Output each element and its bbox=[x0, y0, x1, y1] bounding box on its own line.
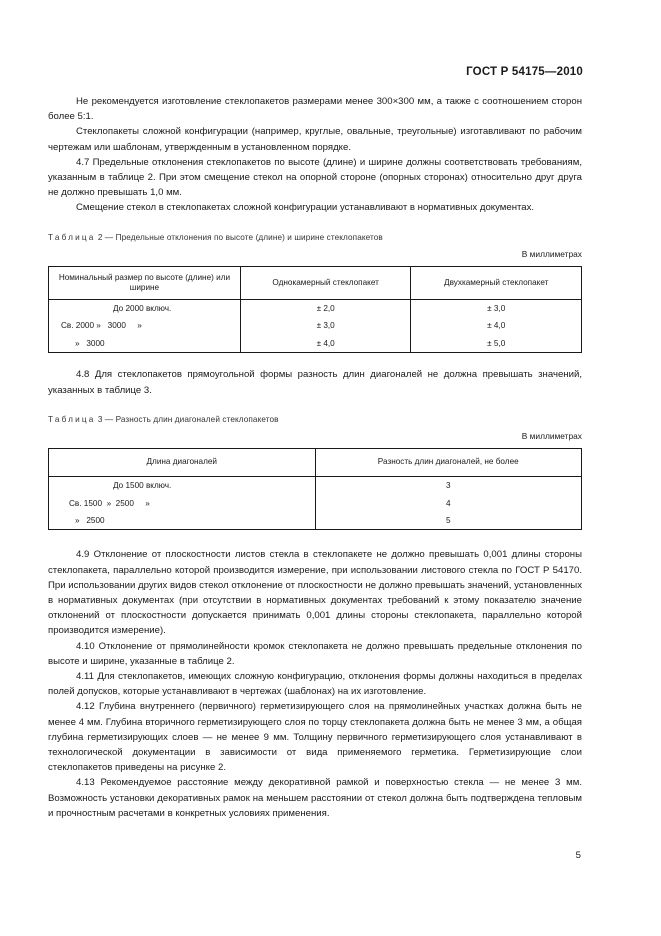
paragraph: 4.12 Глубина внутреннего (первичного) герметизирующего слоя на прямолинейных участках должна быть не менее 4 мм. Глубина вторичного герметизирующего слоя по торцу стеклопакета должна быть не менее 3 мм, а общая глубина герметизирующих слоев — не менее 9 мм. Толщину первичного герметизирующего слоя устанавливают в технологической документации в зависимости от вида применяемого герметика. Герметизирующие слои стеклопакетов приведены на рисунке 2. bbox=[48, 701, 582, 774]
table-cell: До 2000 включ. bbox=[49, 299, 241, 317]
table-cell: ± 4,0 bbox=[240, 335, 411, 353]
table-cell: ± 3,0 bbox=[240, 317, 411, 335]
table-cell: » 2500 bbox=[49, 512, 316, 530]
page-content bbox=[48, 94, 582, 821]
table-cell: ± 2,0 bbox=[240, 299, 411, 317]
table-2-units: В миллиметрах bbox=[521, 248, 582, 259]
table-caption-text: 2 — Предельные отклонения по высоте (длине) и ширине стеклопакетов bbox=[95, 232, 383, 242]
table-cell: До 1500 включ. bbox=[49, 476, 316, 494]
table-cell: ± 3,0 bbox=[411, 299, 582, 317]
table-3-caption bbox=[48, 412, 582, 427]
paragraph: 4.8 Для стеклопакетов прямоугольной формы разность длин диагоналей не должна превышать значений, указанных в таблице 3. bbox=[48, 369, 582, 396]
table-3 bbox=[48, 448, 582, 531]
table-cell: Св. 1500 » 2500 » bbox=[49, 494, 316, 512]
table-2 bbox=[48, 266, 582, 354]
paragraph: 4.10 Отклонение от прямолинейности кромок стеклопакета не должно превышать предельные отклонения по высоте и ширине, указанные в таблице 2. bbox=[48, 640, 582, 667]
table-header-cell: Двухкамерный стеклопакет bbox=[411, 266, 582, 299]
table-row bbox=[49, 317, 582, 335]
page-number: 5 bbox=[575, 850, 581, 861]
table-caption-prefix: Таблица bbox=[48, 414, 96, 424]
table-cell: ± 5,0 bbox=[411, 335, 582, 353]
paragraph: Не рекомендуется изготовление стеклопакетов размерами менее 300×300 мм, а также с соотношением сторон более 5:1. bbox=[48, 96, 582, 123]
table-header-cell: Номинальный размер по высоте (длине) или ширине bbox=[49, 266, 241, 299]
table-row bbox=[49, 299, 582, 317]
paragraph: 4.7 Предельные отклонения стеклопакетов по высоте (длине) и ширине должны соответствовать требованиям, указанным в таблице 2. При этом смещение стекол на опорной стороне (опорных сторонах) относительно друг друга не должно превышать 1,0 мм. bbox=[48, 156, 582, 199]
document-header: ГОСТ Р 54175—2010 bbox=[466, 66, 583, 78]
table-row bbox=[49, 335, 582, 353]
table-2-caption bbox=[48, 230, 582, 245]
table-header-cell: Однокамерный стеклопакет bbox=[240, 266, 411, 299]
paragraph: 4.13 Рекомендуемое расстояние между декоративной рамкой и поверхностью стекла — не менее 3 мм. Возможность установки декоративных рамок на меньшем расстоянии от стекол должна быть подтверждена тепловым и прочностным расчетами в конкретных условиях применения. bbox=[48, 777, 582, 819]
table-header-cell: Разность длин диагоналей, не более bbox=[315, 448, 582, 476]
paragraph: 4.9 Отклонение от плоскостности листов стекла в стеклопакете не должно превышать 0,001 длины стороны стеклопакета, параллельно которой производится измерение, при использовании листового стекла по ГОСТ Р 54170. При использовании других видов стекол отклонение от плоскостности не должно превышать значений, установленных в нормативных документах (при отсутствии в нормативных документах требований к этому показателю значение отклонений от плоскостности допускается принимать 0,001 длины стороны стеклопакета, параллельно которой производится измерение). bbox=[48, 549, 582, 637]
paragraph: 4.11 Для стеклопакетов, имеющих сложную конфигурацию, отклонения формы должны находиться в пределах полей допусков, которые устанавливают в чертежах (шаблонах) на их изготовление. bbox=[48, 671, 582, 698]
table-row bbox=[49, 476, 582, 494]
table-header-cell: Длина диагоналей bbox=[49, 448, 316, 476]
table-caption-text: 3 — Разность длин диагоналей стеклопакетов bbox=[95, 414, 279, 424]
table-caption-prefix: Таблица bbox=[48, 232, 96, 242]
table-row bbox=[49, 512, 582, 530]
table-cell: 4 bbox=[315, 494, 582, 512]
table-cell: Св. 2000 » 3000 » bbox=[49, 317, 241, 335]
table-row bbox=[49, 494, 582, 512]
paragraph: Смещение стекол в стеклопакетах сложной конфигурации устанавливают в нормативных документах. bbox=[76, 202, 535, 214]
paragraph: Стеклопакеты сложной конфигурации (например, круглые, овальные, треугольные) изготавливают по рабочим чертежам или шаблонам, утвержденным в установленном порядке. bbox=[48, 126, 582, 153]
table-cell: 5 bbox=[315, 512, 582, 530]
table-cell: 3 bbox=[315, 476, 582, 494]
table-cell: » 3000 bbox=[49, 335, 241, 353]
table-cell: ± 4,0 bbox=[411, 317, 582, 335]
table-3-units: В миллиметрах bbox=[521, 430, 582, 441]
